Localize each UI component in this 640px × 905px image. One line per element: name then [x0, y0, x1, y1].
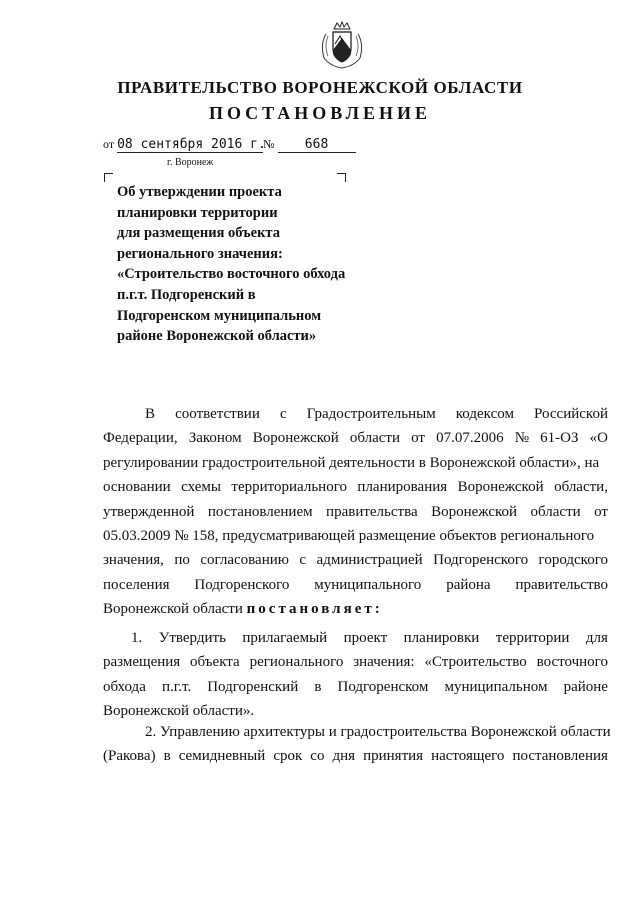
- title-line: регионального значения:: [117, 245, 283, 262]
- word: Градостроительным: [306, 406, 436, 422]
- word: Подгоренского: [194, 576, 290, 593]
- word: в: [163, 748, 171, 765]
- word: 61-ОЗ: [540, 430, 579, 447]
- city: г. Воронеж: [167, 157, 214, 168]
- word: регионального: [249, 654, 344, 671]
- word: «О: [589, 430, 608, 447]
- word: планировки: [403, 630, 480, 646]
- text-line: [103, 675, 608, 699]
- word: принятия: [363, 748, 424, 765]
- word: значения,: [103, 552, 164, 569]
- word: Российской: [534, 406, 608, 422]
- word: территориального: [231, 479, 347, 496]
- word: №: [514, 430, 530, 447]
- word: Федерации,: [103, 430, 178, 447]
- word: 2. Управлению архитектуры и градостроительства Воронежской области: [145, 724, 611, 740]
- word: соответствии: [175, 406, 260, 422]
- title-line: для размещения объекта: [117, 225, 280, 242]
- word: городского: [538, 552, 608, 569]
- word: по: [174, 552, 190, 569]
- decrees-word: постановляет:: [246, 601, 383, 618]
- word: 05.03.2009 № 158, предусматривающей размещение объектов регионального: [103, 528, 595, 545]
- document-date: 08 сентября 2016 г.: [117, 137, 266, 152]
- word: кодексом: [455, 406, 514, 422]
- word: от: [594, 503, 608, 520]
- word: муниципального: [314, 576, 422, 593]
- word: основании: [103, 479, 171, 496]
- word: Утвердить: [158, 630, 226, 646]
- word: В: [145, 406, 156, 422]
- word: (Ракова): [103, 748, 156, 765]
- word: регулировании градостроительной деятельности в Воронежской области», на: [103, 454, 600, 471]
- word: постановления: [512, 748, 608, 765]
- text-line: Воронежской области».: [103, 703, 255, 720]
- document-type: ПОСТАНОВЛЕНИЕ: [208, 103, 432, 123]
- word: 07.07.2006: [436, 430, 504, 447]
- word: размещения: [103, 654, 181, 671]
- text-line: [103, 650, 608, 674]
- word: п.г.т.: [161, 678, 192, 695]
- organization-title: ПРАВИТЕЛЬСТВО ВОРОНЕЖСКОЙ ОБЛАСТИ: [117, 78, 523, 97]
- word: 1.: [131, 630, 143, 646]
- text-line: [103, 524, 608, 548]
- document-title: [117, 182, 387, 347]
- word: настоящего: [431, 748, 505, 765]
- word: значения:: [353, 654, 415, 671]
- text-line: [103, 475, 608, 499]
- word: семидневный: [178, 748, 266, 765]
- text-line: [103, 402, 608, 426]
- paragraph-item-1: [103, 626, 608, 724]
- word: области: [530, 503, 581, 520]
- word: схемы: [181, 479, 221, 496]
- title-bracket-left: [104, 173, 113, 182]
- paragraph-item-2: [103, 720, 611, 769]
- word: для: [585, 630, 608, 646]
- title-line: Подгоренском муниципальном: [117, 307, 322, 324]
- word: Законом: [188, 430, 242, 447]
- word: постановлением: [207, 503, 313, 520]
- word: объекта: [190, 654, 240, 671]
- title-line: планировки территории: [117, 204, 278, 221]
- text-line: [103, 744, 608, 768]
- word: согласованию: [200, 552, 289, 569]
- text-line: [103, 451, 608, 475]
- text-line: [103, 720, 611, 744]
- word: в: [314, 678, 322, 695]
- word: Подгоренском: [337, 678, 429, 695]
- text-line: [103, 573, 608, 597]
- word: Воронежской: [252, 430, 339, 447]
- word: «Строительство: [424, 654, 527, 671]
- text-fragment: Воронежской области: [103, 601, 243, 618]
- word: Подгоренского: [433, 552, 529, 569]
- word: администрацией: [316, 552, 423, 569]
- text-line: [103, 500, 608, 524]
- word: с: [279, 406, 287, 422]
- title-line: районе Воронежской области»: [117, 328, 317, 345]
- word: поселения: [103, 576, 170, 593]
- word: обхода: [103, 678, 146, 695]
- title-line: п.г.т. Подгоренский в: [117, 286, 256, 303]
- word: Воронежской: [431, 503, 518, 520]
- text-line: [103, 597, 608, 621]
- word: Подгоренский: [207, 678, 299, 695]
- word: срок: [273, 748, 303, 765]
- word: от: [411, 430, 425, 447]
- text-line: [103, 548, 608, 572]
- document-date-number: [103, 137, 356, 153]
- word: прилагаемый: [242, 630, 328, 646]
- word: районе: [563, 678, 608, 695]
- word: дня: [332, 748, 356, 765]
- word: Воронежской: [457, 479, 544, 496]
- word: области: [349, 430, 401, 447]
- title-bracket-right: [337, 173, 346, 182]
- number-label: №: [263, 137, 275, 151]
- document-number: 668: [278, 137, 356, 153]
- title-line: «Строительство восточного обхода: [117, 266, 346, 283]
- word: проект: [343, 630, 388, 646]
- word: со: [310, 748, 325, 765]
- word: планирования: [357, 479, 448, 496]
- word: области,: [554, 479, 608, 496]
- word: района: [446, 576, 491, 593]
- word: утвержденной: [103, 503, 195, 520]
- coat-of-arms-icon: [318, 20, 366, 70]
- text-line: [103, 426, 608, 450]
- word: правительства: [326, 503, 418, 520]
- word: с: [299, 552, 307, 569]
- word: территории: [495, 630, 570, 646]
- text-line: [103, 626, 608, 650]
- word: муниципальном: [444, 678, 548, 695]
- word: восточного: [536, 654, 608, 671]
- word: правительство: [515, 576, 608, 593]
- from-label: от: [103, 137, 115, 151]
- title-line: Об утверждении проекта: [117, 184, 282, 200]
- paragraph-preamble: [103, 402, 608, 622]
